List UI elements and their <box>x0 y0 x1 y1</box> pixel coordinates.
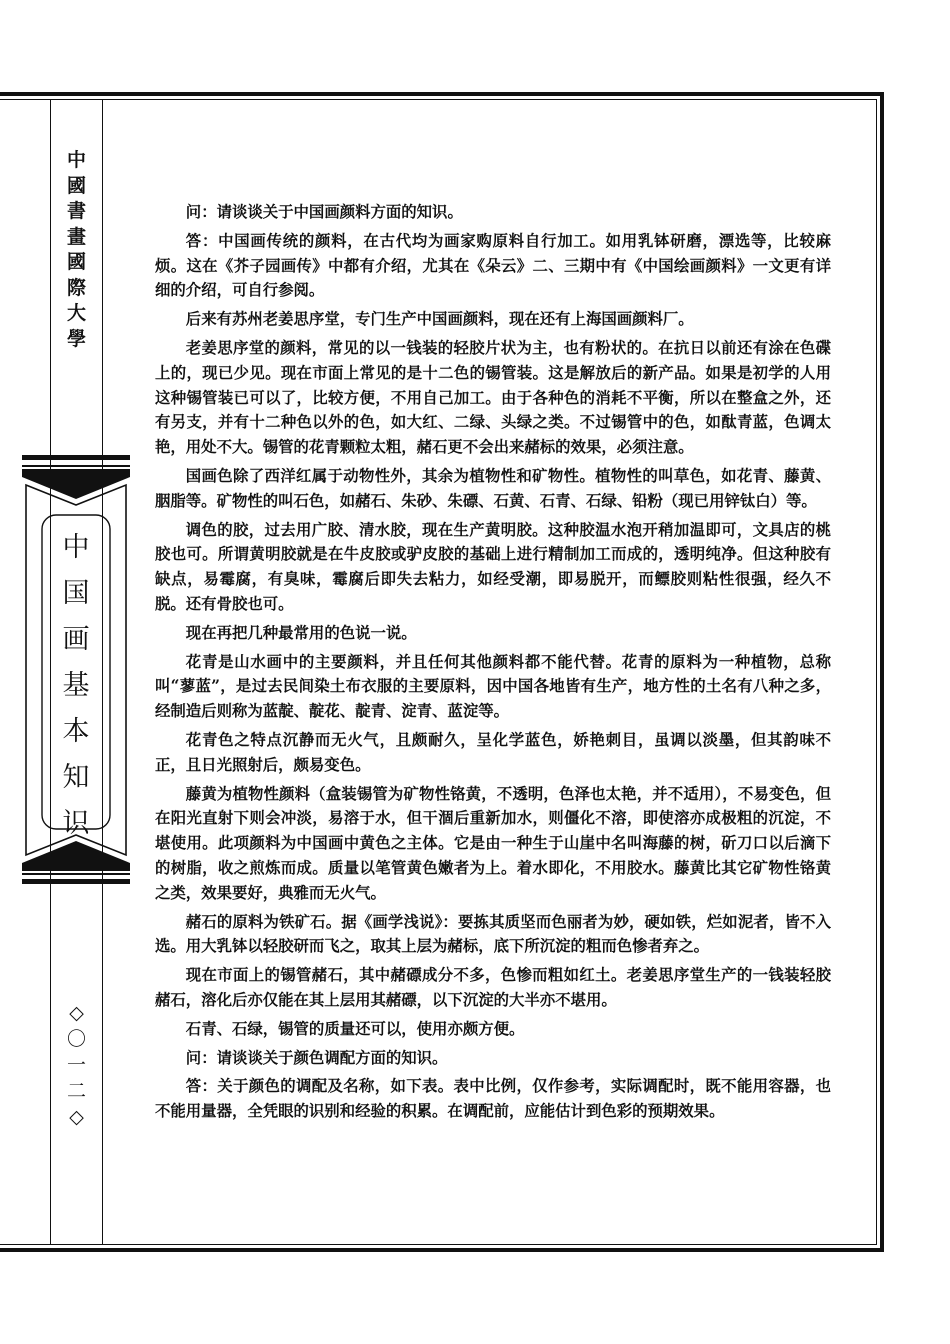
page-frame-right <box>880 92 884 1252</box>
spine-school-char: 際 <box>66 276 86 299</box>
book-title-char: 识 <box>62 808 90 839</box>
spine-school-char: 畫 <box>66 225 86 248</box>
paragraph: 花青色之特点沉静而无火气，且颇耐久，呈化学蓝色，娇艳刺目，虽调以淡墨，但其韵味不正，且日光照射后，颇易变色。 <box>155 730 831 774</box>
paragraph: 现在市面上的锡管赭石，其中赭磦成分不多，色惨而粗如红土。老姜思序堂生产的一钱装轻胶赭石，溶化后亦仅能在其上层用其赭磦，以下沉淀的大半亦不堪用。 <box>155 966 831 1009</box>
spine-book-title-block <box>22 455 130 887</box>
page-frame-top-inner <box>0 99 877 100</box>
book-title-char: 基 <box>62 670 90 701</box>
page-number <box>50 1000 103 1130</box>
spine-school-name <box>50 148 103 352</box>
book-title-char: 本 <box>62 716 90 747</box>
spine-school-char: 學 <box>66 327 86 350</box>
paragraph: 问：请谈谈关于颜色调配方面的知识。 <box>185 1048 448 1067</box>
paragraph: 答：关于颜色的调配及名称，如下表。表中比例，仅作参考，实际调配时，既不能用容器，也不能用量器，全凭眼的识别和经验的积累。在调配前，应能估计到色彩的预期效果。 <box>155 1077 831 1121</box>
body-text <box>155 200 831 1128</box>
page-number-char: ◇ <box>69 1106 84 1128</box>
spine-school-char: 國 <box>66 174 86 197</box>
spine-school-char: 書 <box>66 200 86 222</box>
book-title-char: 国 <box>62 578 90 609</box>
page-frame-bottom-inner <box>0 1244 877 1245</box>
paragraph: 调色的胶，过去用广胶、清水胶，现在生产黄明胶。这种胶温水泡开稍加温即可，文具店的桃胶也可。所谓黄明胶就是在牛皮胶或驴皮胶的基础上进行精制加工而成的，透明纯净。但这种胶有缺点，易霉腐，有臭味，霉腐后即失去粘力，如经受潮，即易脱开，而鳔胶则粘性很强，经久不脱。还有骨胶也可。 <box>155 520 831 613</box>
book-title-char: 画 <box>62 624 90 655</box>
paragraph: 藤黄为植物性颜料（盒装锡管为矿物性铬黄，不透明，色泽也太艳，并不适用），不易变色，但在阳光直射下则会冲淡，易溶于水，但干涸后重新加水，则僵化不溶，即使溶亦成极粗的沉淀，不堪使用。此项颜料为中国画中黄色之主体。它是由一种生于山崖中名叫海藤的树，斫刀口以后滴下的树脂，收之煎炼而成。质量以笔管黄色嫩者为上。着水即化，不用胶水。藤黄比其它矿物性铬黄之类，效果要好，典雅而无火气。 <box>155 784 831 902</box>
paragraph: 国画色除了西洋红属于动物性外，其余为植物性和矿物性。植物性的叫草色，如花青、藤黄、胭脂等。矿物性的叫石色，如赭石、朱砂、朱磦、石黄、石青、石绿、铅粉（现已用锌钛白）等。 <box>155 466 831 510</box>
paragraph: 现在再把几种最常用的色说一说。 <box>185 623 417 642</box>
page-number-char: 二 <box>66 1080 86 1102</box>
spine-school-char: 國 <box>66 251 86 273</box>
spine-school-char: 中 <box>66 149 86 171</box>
page-frame-bottom <box>0 1248 884 1252</box>
title-block-bar <box>22 873 130 875</box>
paragraph: 后来有苏州老姜思序堂，专门生产中国画颜料，现在还有上海国画颜料厂。 <box>185 310 694 329</box>
paragraph: 石青、石绿，锡管的质量还可以，使用亦颇方便。 <box>185 1019 525 1038</box>
book-title-char: 知 <box>62 762 90 793</box>
title-block-bar <box>22 879 130 884</box>
paragraph: 答：中国画传统的颜料，在古代均为画家购原料自行加工。如用乳钵研磨，漂选等，比较麻烦。这在《芥子园画传》中都有介绍，尤其在《朵云》二、三期中有《中国绘画颜料》一文更有详细的介绍，可自行参阅。 <box>155 231 831 300</box>
page-number-char: 一 <box>66 1054 86 1076</box>
paragraph: 问：请谈谈关于中国画颜料方面的知识。 <box>185 203 463 221</box>
paragraph: 花青是山水画中的主要颜料，并且任何其他颜料都不能代替。花青的原料为一种植物，总称叫“蓼蓝”，是过去民间染土布衣服的主要原料，因中国各地皆有生产，地方性的土名有八种之多，经制造后则称为蓝靛、靛花、靛青、淀青、蓝淀等。 <box>155 652 831 721</box>
book-title-char: 中 <box>62 532 90 563</box>
paragraph: 赭石的原料为铁矿石。据《画学浅说》：要拣其质坚而色丽者为妙，硬如铁，烂如泥者，皆不入选。用大乳钵以轻胶研而飞之，取其上层为赭标，底下所沉淀的粗而色惨者弃之。 <box>155 912 831 956</box>
paragraph: 老姜思序堂的颜料，常见的以一钱装的轻胶片状为主，也有粉状的。在抗日以前还有涂在色碟上的，现已少见。现在市面上常见的是十二色的锡管装。这是解放后的新产品。如果是初学的人用这种锡管装已可以了，比较方便，不用自己加工。由于各种色的消耗不平衡，所以在整盒之外，还有另支，并有十二种色以外的色，如大红、二绿、头绿之类。不过锡管中的色，如酞青蓝，色调太艳，用处不大。锡管的花青颗粒太粗，赭石更不会出来赭标的效果，必须注意。 <box>155 338 831 457</box>
spine-school-char: 大 <box>66 302 86 324</box>
page-frame-right-inner <box>876 99 877 1245</box>
page-number-char: ◇ <box>69 1002 84 1024</box>
spine-book-title <box>46 525 106 847</box>
page-number-char: 〇 <box>66 1028 86 1050</box>
page-frame-top <box>0 92 884 96</box>
